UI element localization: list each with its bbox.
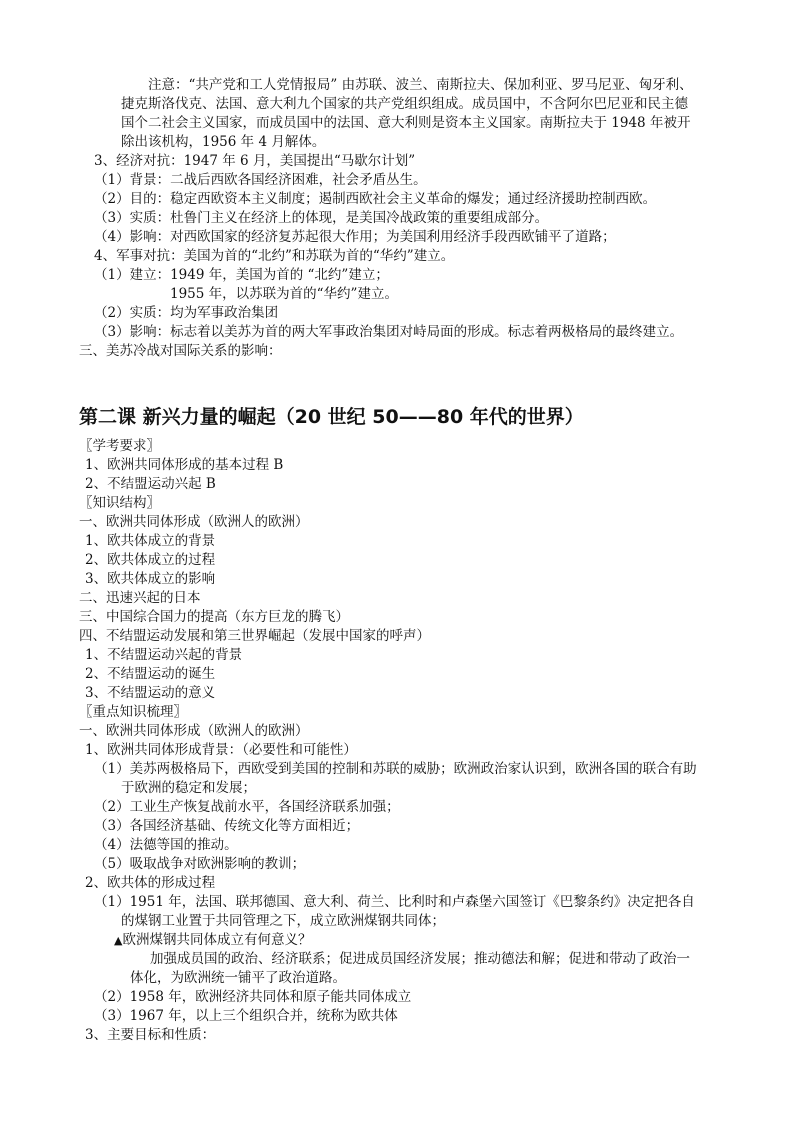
answer-line: 加强成员国的政治、经济联系；促进成员国经济发展；推动德法和解；促进和带动了政治一: [150, 951, 690, 967]
key-subitem: （1）美苏两极格局下，西欧受到美国的控制和苏联的威胁；欧洲政治家认识到，欧洲各国的联合有助: [94, 761, 697, 777]
structure-item: 2、不结盟运动的诞生: [85, 666, 216, 682]
key-subitem: （3）1967 年，以上三个组织合并，统称为欧共体: [94, 1008, 398, 1024]
structure-item: 3、欧共体成立的影响: [85, 571, 216, 587]
outline-heading: 三、美苏冷战对国际关系的影响：: [79, 343, 282, 359]
note-line: 捷克斯洛伐克、法国、意大利九个国家的共产党组织组成。成员国中，不含阿尔巴尼亚和民主德: [121, 96, 688, 112]
lesson-title: 第二课 新兴力量的崛起（20 世纪 50——80 年代的世界）: [79, 406, 584, 428]
structure-item: 1、不结盟运动兴起的背景: [85, 647, 243, 663]
key-subitem: （5）吸取战争对欧洲影响的教训；: [94, 856, 306, 872]
requirement-item: 2、不结盟运动兴起 B: [85, 476, 216, 492]
requirement-item: 1、欧洲共同体形成的基本过程 B: [85, 457, 284, 473]
key-heading: 一、欧洲共同体形成（欧洲人的欧洲）: [79, 723, 309, 739]
section-header: 〖重点知识梳理〗: [79, 704, 187, 720]
outline-subitem-continued: 1955 年，以苏联为首的“华约”建立。: [170, 286, 398, 302]
key-subitem: （1）1951 年，法国、联邦德国、意大利、荷兰、比利时和卢森堡六国签订《巴黎条约》决定把各自: [94, 894, 695, 910]
outline-item: 4、军事对抗：美国为首的“北约”和苏联为首的“华约”建立。: [94, 248, 455, 264]
key-subitem-continued: 的煤钢工业置于共同管理之下，成立欧洲煤钢共同体；: [121, 913, 445, 929]
outline-item: 3、经济对抗：1947 年 6 月，美国提出“马歇尔计划”: [94, 153, 416, 169]
note-line: 除出该机构，1956 年 4 月解体。: [121, 134, 326, 150]
key-subitem: （3）各国经济基础、传统文化等方面相近；: [94, 818, 360, 834]
answer-line-continued: 体化，为欧洲统一铺平了政治道路。: [130, 970, 346, 986]
outline-subitem: （2）实质：均为军事政治集团: [94, 305, 279, 321]
structure-item: 1、欧共体成立的背景: [85, 533, 216, 549]
key-item: 2、欧共体的形成过程: [85, 875, 216, 891]
question-line: [114, 931, 311, 950]
section-header: 〖学考要求〗: [79, 438, 160, 454]
structure-heading: 一、欧洲共同体形成（欧洲人的欧洲）: [79, 514, 309, 530]
outline-subitem: （1）建立：1949 年，美国为首的 “北约”建立；: [94, 267, 389, 283]
note-line: 注意：“共产党和工人党情报局” 由苏联、波兰、南斯拉夫、保加利亚、罗马尼亚、匈牙利、: [148, 77, 693, 93]
key-item: 3、主要目标和性质：: [85, 1027, 216, 1043]
question-text: 欧洲煤钢共同体成立有何意义？: [122, 932, 312, 948]
key-item: 1、欧洲共同体形成背景：（必要性和可能性）: [85, 742, 357, 758]
outline-subitem: （3）实质：杜鲁门主义在经济上的体现，是美国冷战政策的重要组成部分。: [94, 210, 549, 226]
structure-heading: 二、迅速兴起的日本: [79, 590, 201, 606]
triangle-marker-icon: ▲: [114, 934, 123, 947]
outline-subitem: （2）目的：稳定西欧资本主义制度；遏制西欧社会主义革命的爆发；通过经济援助控制西欧。: [94, 191, 657, 207]
outline-subitem: （1）背景：二战后西欧各国经济困难，社会矛盾丛生。: [94, 172, 427, 188]
structure-heading: 四、不结盟运动发展和第三世界崛起（发展中国家的呼声）: [79, 628, 430, 644]
structure-item: 3、不结盟运动的意义: [85, 685, 216, 701]
key-subitem: （2）工业生产恢复战前水平，各国经济联系加强；: [94, 799, 400, 815]
outline-subitem: （4）影响：对西欧国家的经济复苏起很大作用；为美国利用经济手段西欧铺平了道路；: [94, 229, 616, 245]
structure-item: 2、欧共体成立的过程: [85, 552, 216, 568]
key-subitem-continued: 于欧洲的稳定和发展；: [121, 780, 256, 796]
note-line: 国个二社会主义国家，而成员国中的法国、意大利则是资本主义国家。南斯拉夫于 1948 年被开: [121, 115, 691, 131]
key-subitem: （2）1958 年，欧洲经济共同体和原子能共同体成立: [94, 989, 412, 1005]
key-subitem: （4）法德等国的推动。: [94, 837, 238, 853]
section-header: 〖知识结构〗: [79, 495, 160, 511]
outline-subitem: （3）影响：标志着以美苏为首的两大军事政治集团对峙局面的形成。标志着两极格局的最终建立。: [94, 324, 684, 340]
structure-heading: 三、中国综合国力的提高（东方巨龙的腾飞）: [79, 609, 349, 625]
